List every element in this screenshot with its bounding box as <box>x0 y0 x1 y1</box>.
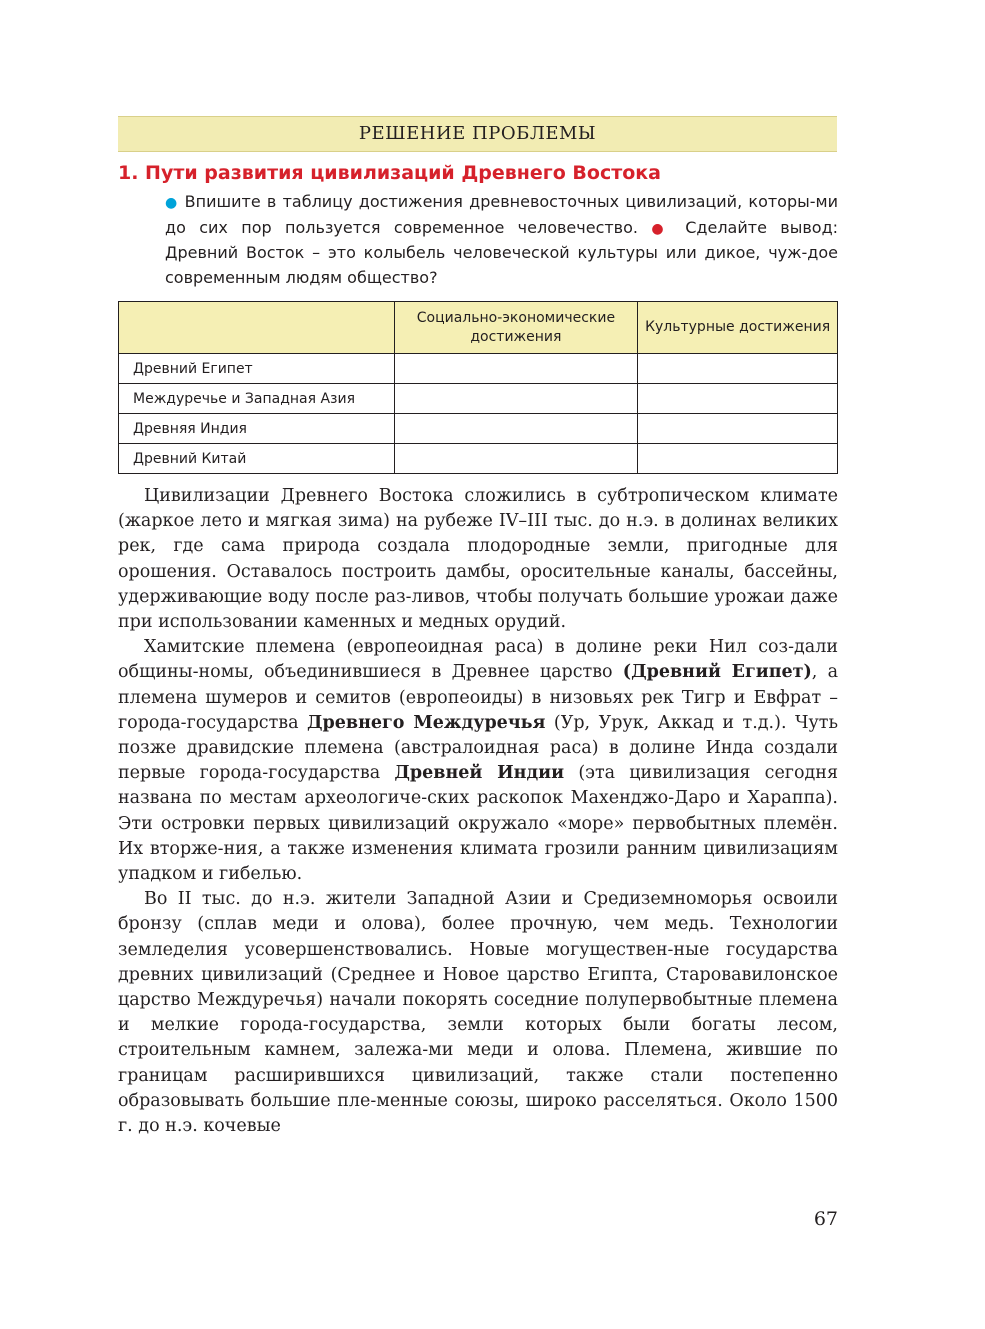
empty-cell <box>638 414 838 444</box>
paragraph-2-text: (Ур, Урук, Аккад и т.д.). Чуть позже дравидские племена (австралоидная раса) в долине Инда создали первые города-государства <box>118 712 838 784</box>
header-cell-empty <box>119 302 395 354</box>
header-cell-social-economic: Социально-экономические достижения <box>394 302 638 354</box>
row-label-china: Древний Китай <box>119 444 395 474</box>
table-row <box>119 444 838 474</box>
bold-term-india: Древней Индии <box>394 763 565 784</box>
task-instructions <box>165 190 838 290</box>
section-banner: РЕШЕНИЕ ПРОБЛЕМЫ <box>118 116 837 152</box>
paragraph-2-text: (эта цивилизация сегодня названа по местам археологиче-ских раскопок Махенджо-Даро и Хараппа). Эти островки первых цивилизаций окружало «море» первобытных племён. Их вторже-ния, а также изменения климата грозили ранним цивилизациям упадком и гибелью. <box>118 763 838 885</box>
paragraph-1: Цивилизации Древнего Востока сложились в субтропическом климате (жаркое лето и мягкая зима) на рубеже IV–III тыс. до н.э. в долинах великих рек, где сама природа создала плодородные земли, пригодные для орошения. Оставалось построить дамбы, оросительные каналы, бассейны, удерживающие воду после раз-ливов, чтобы получать большие урожаи даже при использовании каменных и медных орудий. <box>118 486 838 633</box>
row-label-india: Древняя Индия <box>119 414 395 444</box>
paragraph-2-text: , а племена шумеров и семитов (европеоиды) в низовьях рек Тигр и Евфрат – города-государства <box>118 662 839 733</box>
empty-cell <box>394 354 638 384</box>
paragraph-3: Во II тыс. до н.э. жители Западной Азии и Средиземноморья освоили бронзу (сплав меди и олова), более прочную, чем медь. Технологии земледелия усовершенствовались. Новые могуществен-ные государства древних цивилизаций (Среднее и Новое царство Египта, Старовавилонское царство Междуречья) начали покорять соседние полупервобытные племена и мелкие города-государства, земли которых были богаты лесом, строительным камнем, залежа-ми меди и олова. Племена, жившие по границам расширившихся цивилизаций, также стали постепенно образовывать большие пле-менные союзы, широко расселяться. Около 1500 г. до н.э. кочевые <box>118 889 838 1137</box>
paragraph-2 <box>118 635 838 887</box>
paragraph-2-text: Хамитские племена (европеоидная раса) в долине реки Нил соз-дали общины-номы, объединившиеся в Древнее царство <box>118 637 838 683</box>
table-row <box>119 384 838 414</box>
row-label-mesopotamia: Междуречье и Западная Азия <box>119 384 395 414</box>
red-bullet-icon: ● <box>651 220 672 237</box>
empty-cell <box>638 444 838 474</box>
body-text <box>118 484 838 1139</box>
header-cell-cultural: Культурные достижения <box>638 302 838 354</box>
page-number: 67 <box>813 1208 838 1230</box>
achievements-table <box>118 301 838 474</box>
empty-cell <box>394 414 638 444</box>
table-row <box>119 414 838 444</box>
empty-cell <box>394 384 638 414</box>
table-row <box>119 354 838 384</box>
empty-cell <box>638 384 838 414</box>
task-part-1: Впишите в таблицу достижения древневосточных цивилизаций, которы-ми до сих пор пользуется современное человечество. <box>165 192 838 237</box>
task-part-2: Сделайте вывод: Древний Восток – это колыбель человеческой культуры или дикое, чуж-дое современным людям общество? <box>165 217 839 287</box>
row-label-egypt: Древний Египет <box>119 354 395 384</box>
empty-cell <box>638 354 838 384</box>
empty-cell <box>394 444 638 474</box>
table-header-row <box>119 302 838 354</box>
bold-term-mesopotamia: Древнего Междуречья <box>307 712 546 733</box>
cyan-bullet-icon: ● <box>165 195 179 211</box>
bold-term-egypt: (Древний Египет) <box>622 662 812 683</box>
section-title: 1. Пути развития цивилизаций Древнего Востока <box>118 162 661 184</box>
